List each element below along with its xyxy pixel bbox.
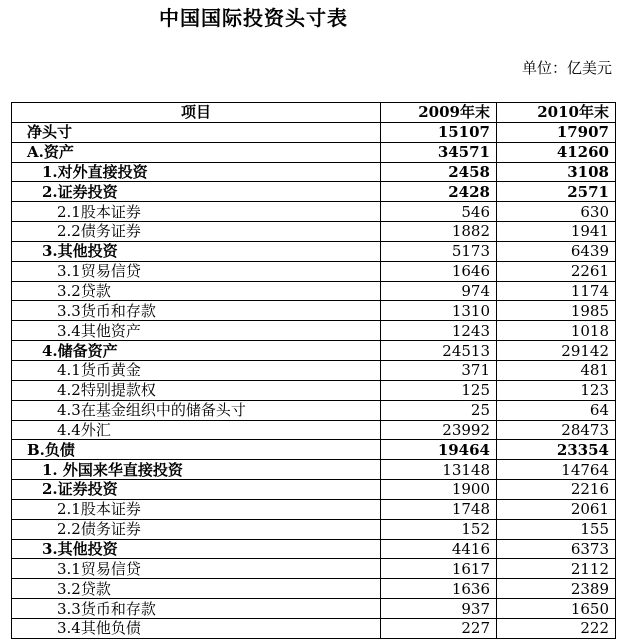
page-title: 中国国际投资头寸表 (159, 6, 348, 30)
value-2010: 1174 (497, 282, 616, 301)
value-2009: 974 (381, 282, 497, 301)
row-item-label: 2.1股本证券 (12, 202, 381, 221)
value-2010: 155 (497, 520, 616, 539)
row-item-label: 3.其他投资 (12, 242, 381, 261)
row-item-label: 净头寸 (12, 123, 381, 142)
value-2009: 546 (381, 202, 497, 221)
value-2009: 24513 (381, 341, 497, 360)
ipp-table (11, 102, 616, 639)
table-row (12, 440, 616, 460)
table-header-row (12, 103, 616, 123)
table-row (12, 242, 616, 262)
table-row (12, 619, 616, 639)
row-item-label: 3.4其他负债 (12, 619, 381, 638)
value-2009: 13148 (381, 460, 497, 479)
value-2010: 630 (497, 202, 616, 221)
table-row (12, 262, 616, 282)
row-item-label: 1. 外国来华直接投资 (12, 460, 381, 479)
value-2010: 1941 (497, 222, 616, 241)
table-row (12, 222, 616, 242)
row-item-label: 3.2贷款 (12, 579, 381, 598)
table-row (12, 143, 616, 163)
value-2009: 1636 (381, 579, 497, 598)
value-2009: 15107 (381, 123, 497, 142)
table-row (12, 123, 616, 143)
value-2010: 6373 (497, 540, 616, 559)
row-item-label: 2.1股本证券 (12, 500, 381, 519)
table-row (12, 282, 616, 302)
value-2010: 23354 (497, 440, 616, 459)
value-2010: 6439 (497, 242, 616, 261)
table-row (12, 381, 616, 401)
table-row (12, 361, 616, 381)
row-item-label: 4.储备资产 (12, 341, 381, 360)
value-2009: 34571 (381, 143, 497, 162)
value-2009: 1617 (381, 559, 497, 578)
table-row (12, 321, 616, 341)
row-item-label: 4.1货币黄金 (12, 361, 381, 380)
value-2009: 937 (381, 599, 497, 618)
row-item-label: 3.3货币和存款 (12, 599, 381, 618)
row-item-label: 3.4其他资产 (12, 321, 381, 340)
row-item-label: 3.1贸易信贷 (12, 262, 381, 281)
value-2010: 123 (497, 381, 616, 400)
value-2009: 4416 (381, 540, 497, 559)
value-2009: 227 (381, 619, 497, 638)
table-row (12, 559, 616, 579)
table-row (12, 341, 616, 361)
table-row (12, 202, 616, 222)
value-2010: 2389 (497, 579, 616, 598)
table-row (12, 182, 616, 202)
value-2010: 2216 (497, 480, 616, 499)
value-2009: 1748 (381, 500, 497, 519)
row-item-label: 3.2贷款 (12, 282, 381, 301)
value-2009: 5173 (381, 242, 497, 261)
row-item-label: A.资产 (12, 143, 381, 162)
value-2010: 3108 (497, 163, 616, 182)
table-body (12, 123, 616, 639)
row-item-label: 3.1贸易信贷 (12, 559, 381, 578)
row-item-label: 4.3在基金组织中的储备头寸 (12, 401, 381, 420)
value-2009: 1882 (381, 222, 497, 241)
value-2009: 23992 (381, 421, 497, 440)
table-row (12, 163, 616, 183)
table-row (12, 500, 616, 520)
value-2010: 222 (497, 619, 616, 638)
header-2009: 2009年末 (381, 103, 497, 122)
value-2009: 1310 (381, 301, 497, 320)
value-2009: 1900 (381, 480, 497, 499)
row-item-label: 4.2特别提款权 (12, 381, 381, 400)
row-item-label: B.负债 (12, 440, 381, 459)
row-item-label: 4.4外汇 (12, 421, 381, 440)
row-item-label: 2.2债务证券 (12, 520, 381, 539)
header-2010: 2010年末 (497, 103, 616, 122)
header-item: 项目 (12, 103, 381, 122)
value-2009: 19464 (381, 440, 497, 459)
table-row (12, 301, 616, 321)
value-2010: 29142 (497, 341, 616, 360)
value-2010: 2571 (497, 182, 616, 201)
table-row (12, 599, 616, 619)
value-2010: 41260 (497, 143, 616, 162)
value-2010: 481 (497, 361, 616, 380)
value-2009: 1243 (381, 321, 497, 340)
table-row (12, 540, 616, 560)
row-item-label: 2.2债务证券 (12, 222, 381, 241)
value-2010: 28473 (497, 421, 616, 440)
value-2009: 2458 (381, 163, 497, 182)
value-2009: 25 (381, 401, 497, 420)
value-2010: 1018 (497, 321, 616, 340)
value-2010: 2112 (497, 559, 616, 578)
table-row (12, 579, 616, 599)
row-item-label: 2.证券投资 (12, 480, 381, 499)
table-row (12, 421, 616, 441)
value-2010: 2261 (497, 262, 616, 281)
value-2009: 152 (381, 520, 497, 539)
value-2009: 125 (381, 381, 497, 400)
value-2010: 17907 (497, 123, 616, 142)
row-item-label: 2.证券投资 (12, 182, 381, 201)
table-row (12, 460, 616, 480)
row-item-label: 3.3货币和存款 (12, 301, 381, 320)
value-2010: 1650 (497, 599, 616, 618)
row-item-label: 1.对外直接投资 (12, 163, 381, 182)
value-2009: 2428 (381, 182, 497, 201)
unit-label: 单位：亿美元 (521, 59, 612, 77)
table-row (12, 480, 616, 500)
row-item-label: 3.其他投资 (12, 540, 381, 559)
value-2010: 2061 (497, 500, 616, 519)
table-row (12, 520, 616, 540)
value-2009: 371 (381, 361, 497, 380)
value-2010: 14764 (497, 460, 616, 479)
value-2010: 1985 (497, 301, 616, 320)
value-2009: 1646 (381, 262, 497, 281)
table-row (12, 401, 616, 421)
value-2010: 64 (497, 401, 616, 420)
